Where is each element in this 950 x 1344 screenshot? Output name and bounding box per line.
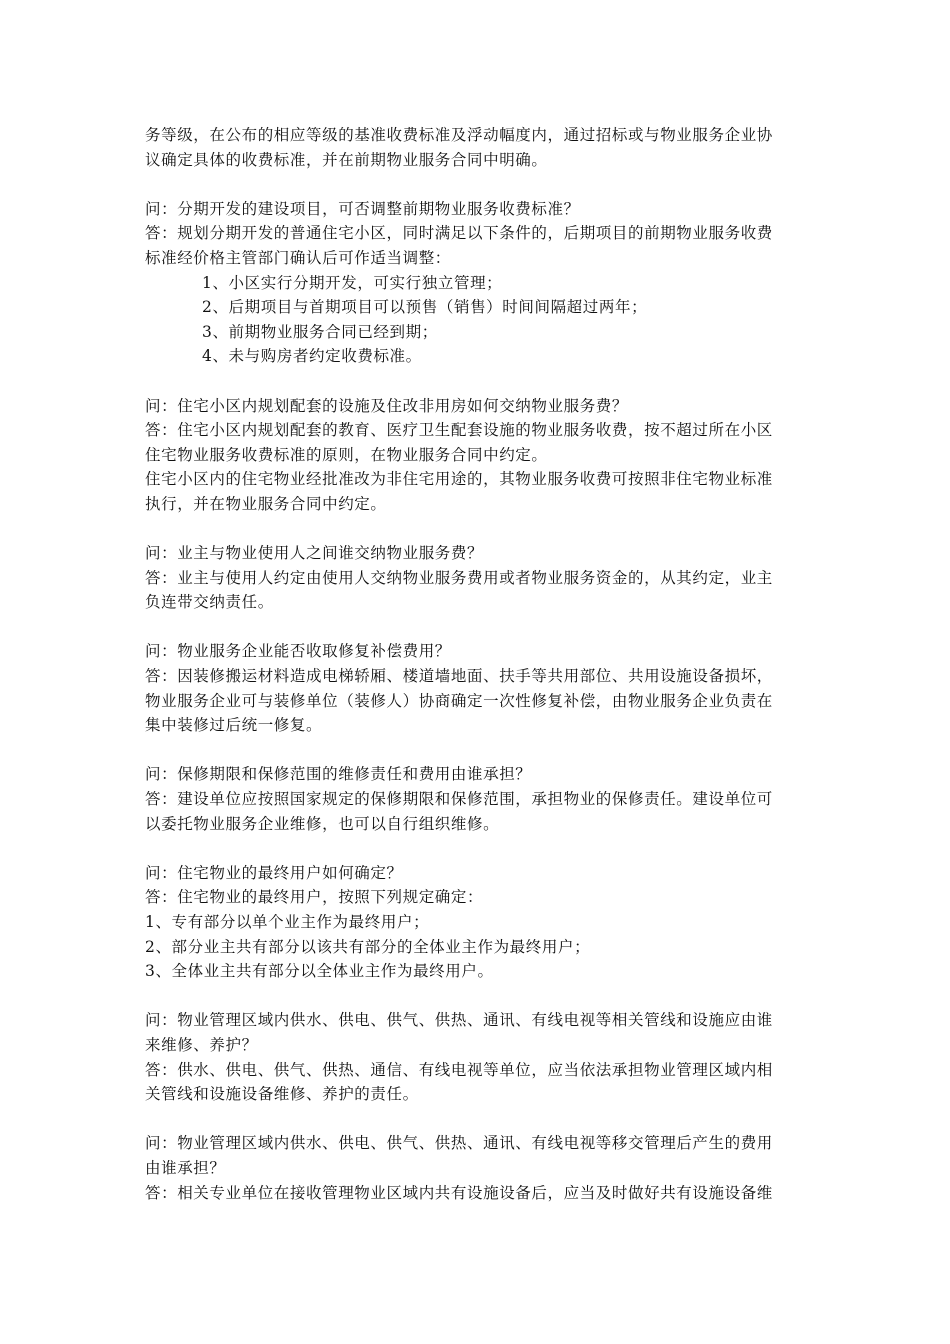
paragraph-gap	[145, 615, 810, 640]
text-line: 关管线和设施设备维修、养护的责任。	[145, 1085, 419, 1104]
text-line: 答：供水、供电、供气、供热、通信、有线电视等单位，应当依法承担物业管理区域内相	[145, 1060, 773, 1079]
text-line: 务等级，在公布的相应等级的基准收费标准及浮动幅度内，通过招标或与物业服务企业协	[145, 126, 773, 144]
text-line: 问：物业管理区域内供水、供电、供气、供热、通讯、有线电视等相关管线和设施应由谁	[145, 1011, 773, 1030]
text-line: 答：住宅物业的最终用户，按照下列规定确定：	[145, 888, 484, 907]
text-line: 问：分期开发的建设项目，可否调整前期物业服务收费标准？	[145, 199, 580, 218]
text-line: 标准经价格主管部门确认后可作适当调整：	[145, 248, 451, 267]
text-line: 以委托物业服务企业维修，也可以自行组织维修。	[145, 814, 500, 833]
text-line: 答：业主与使用人约定由使用人交纳物业服务费用或者物业服务资金的，从其约定，业主	[145, 568, 773, 587]
text-line: 3、全体业主共有部分以全体业主作为最终用户。	[145, 962, 494, 981]
paragraph-gap	[145, 836, 810, 861]
text-line: 问：保修期限和保修范围的维修责任和费用由谁承担？	[145, 765, 532, 784]
text-line: 住宅物业服务收费标准的原则，在物业服务合同中约定。	[145, 445, 548, 464]
text-line: 答：规划分期开发的普通住宅小区，同时满足以下条件的，后期项目的前期物业服务收费	[145, 224, 773, 243]
paragraph-gap	[145, 984, 810, 1009]
text-line: 答：建设单位应按照国家规定的保修期限和保修范围，承担物业的保修责任。建设单位可	[145, 790, 773, 809]
paragraph-gap	[145, 1107, 810, 1132]
list-item-line: 4、未与购房者约定收费标准。	[202, 347, 422, 366]
text-line: 集中装修过后统一修复。	[145, 716, 323, 735]
text-line: 答：因装修搬运材料造成电梯轿厢、楼道墙地面、扶手等共用部位、共用设施设备损坏，	[145, 667, 773, 686]
text-line: 2、部分业主共有部分以该共有部分的全体业主作为最终用户；	[145, 937, 591, 956]
paragraph-gap	[145, 369, 810, 394]
list-item-line: 2、后期项目与首期项目可以预售（销售）时间间隔超过两年；	[202, 298, 648, 317]
paragraph-gap	[145, 738, 810, 763]
text-line: 答：住宅小区内规划配套的教育、医疗卫生配套设施的物业服务收费，按不超过所在小区	[145, 421, 773, 440]
text-line: 问：业主与物业使用人之间谁交纳物业服务费？	[145, 544, 484, 563]
paragraph-gap	[145, 172, 810, 197]
paragraph-gap	[145, 517, 810, 542]
text-line: 来维修、养护？	[145, 1035, 258, 1054]
text-line: 由谁承担？	[145, 1158, 226, 1177]
text-line: 住宅小区内的住宅物业经批准改为非住宅用途的，其物业服务收费可按照非住宅物业标准	[145, 470, 773, 489]
text-line: 执行，并在物业服务合同中约定。	[145, 494, 387, 513]
text-line: 1、专有部分以单个业主作为最终用户；	[145, 913, 430, 931]
text-line: 物业服务企业可与装修单位（装修人）协商确定一次性修复补偿，由物业服务企业负责在	[145, 691, 773, 710]
document-body	[145, 123, 810, 1205]
text-line: 负连带交纳责任。	[145, 593, 274, 612]
text-line: 问：住宅小区内规划配套的设施及住改非用房如何交纳物业服务费？	[145, 396, 629, 415]
text-line: 答：相关专业单位在接收管理物业区域内共有设施设备后，应当及时做好共有设施设备维	[145, 1183, 773, 1202]
list-item-line: 3、前期物业服务合同已经到期；	[202, 322, 438, 341]
text-line: 议确定具体的收费标准，并在前期物业服务合同中明确。	[145, 150, 548, 169]
text-line: 问：物业服务企业能否收取修复补偿费用？	[145, 642, 451, 661]
list-item-line: 1、小区实行分期开发，可实行独立管理；	[202, 273, 503, 292]
text-line: 问：住宅物业的最终用户如何确定？	[145, 863, 403, 882]
text-line: 问：物业管理区域内供水、供电、供气、供热、通讯、有线电视等移交管理后产生的费用	[145, 1134, 773, 1153]
